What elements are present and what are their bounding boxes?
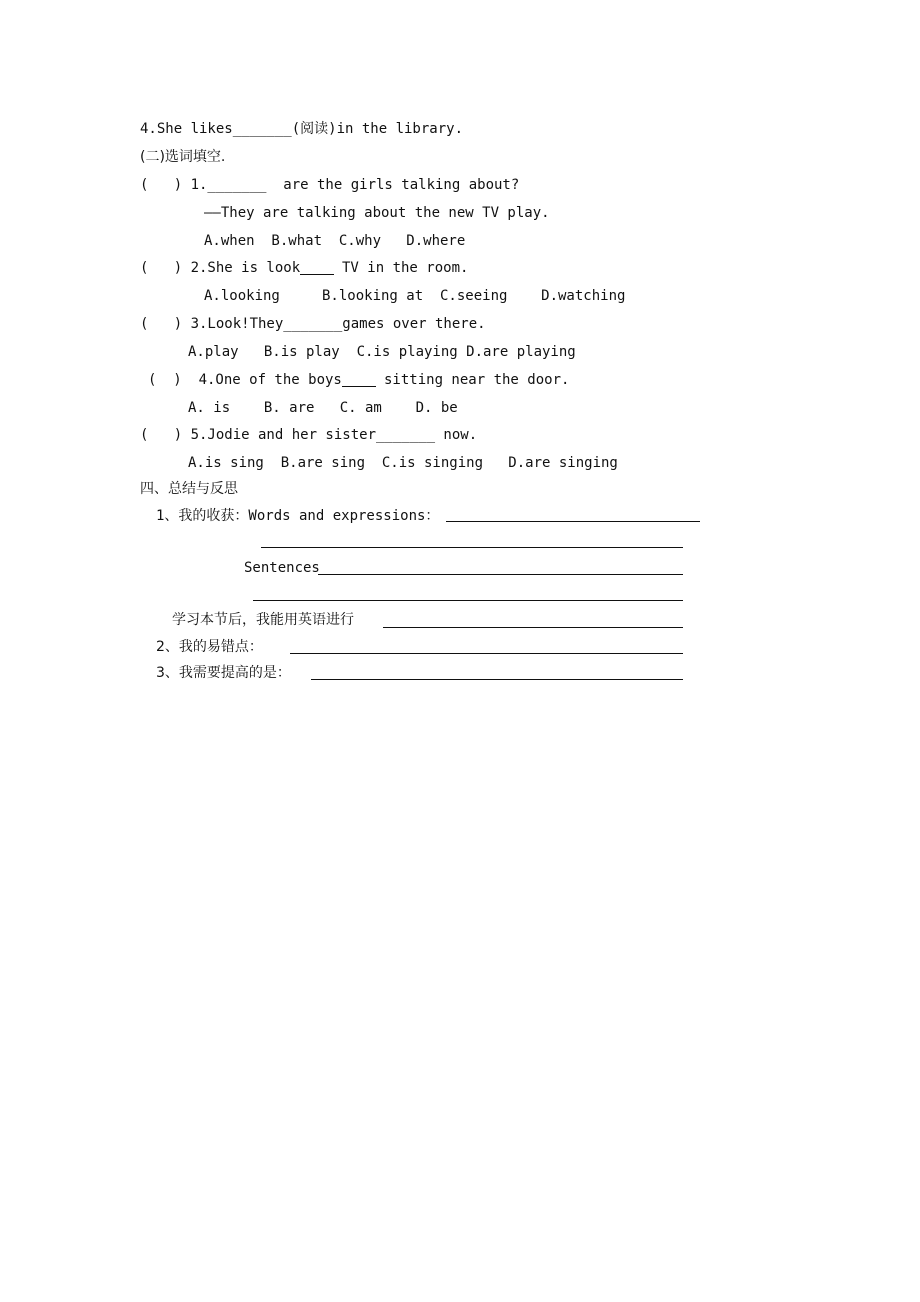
sentences-label: Sentences — [244, 560, 320, 576]
mc-question-2-part-a: ( ) 2.She is look — [140, 260, 301, 276]
fill-question-4: 4.She likes_______(阅读)in the library. — [140, 121, 464, 137]
answer-line — [383, 627, 683, 628]
blank-line — [300, 274, 334, 275]
mc-question-3: ( ) 3.Look!They_______games over there. — [140, 316, 486, 332]
answer-line — [261, 547, 683, 548]
mc-question-1: ( ) 1._______ are the girls talking about? — [140, 177, 520, 193]
mc-question-4-options: A. is B. are C. am D. be — [188, 400, 458, 416]
errors-label: 2、我的易错点： — [156, 639, 263, 655]
mc-question-1-answer: ——They are talking about the new TV play. — [204, 205, 550, 221]
gain-label: 1、我的收获：Words and expressions： — [156, 508, 440, 524]
mc-question-5: ( ) 5.Jodie and her sister_______ now. — [140, 427, 478, 443]
mc-question-4-part-b: sitting near the door. — [384, 372, 570, 388]
mc-question-4-part-a: ( ) 4.One of the boys — [148, 372, 342, 388]
learned-label: 学习本节后，我能用英语进行 — [172, 612, 354, 628]
improve-label: 3、我需要提高的是： — [156, 665, 291, 681]
mc-question-2-options: A.looking B.looking at C.seeing D.watching — [204, 288, 626, 304]
mc-question-2-part-b: TV in the room. — [342, 260, 469, 276]
answer-line — [446, 521, 700, 522]
answer-line — [318, 574, 683, 575]
mc-question-1-options: A.when B.what C.why D.where — [204, 233, 466, 249]
section-4-title: 四、总结与反思 — [140, 481, 238, 497]
mc-question-5-options: A.is sing B.are sing C.is singing D.are singing — [188, 455, 618, 471]
mc-question-3-options: A.play B.is play C.is playing D.are playing — [188, 344, 576, 360]
answer-line — [311, 679, 683, 680]
blank-line — [342, 386, 376, 387]
section-2-title: (二)选词填空. — [140, 149, 226, 165]
answer-line — [253, 600, 683, 601]
answer-line — [290, 653, 683, 654]
